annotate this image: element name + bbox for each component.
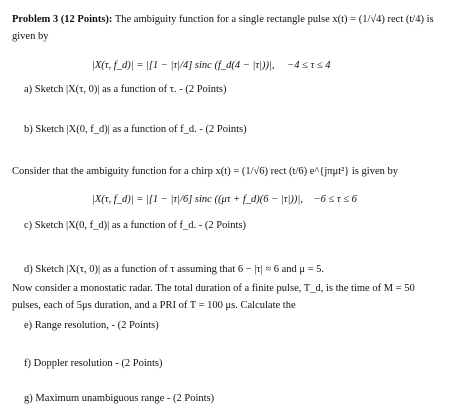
eq1-range: −4 ≤ τ ≤ 4 (287, 60, 331, 71)
part-d: d) Sketch |X(τ, 0)| as a function of τ assuming that 6 − |τ| ≈ 6 and μ = 5. (24, 264, 325, 275)
chirp-intro: Consider that the ambiguity function for a chirp x(t) = (1/√6) rect (t/6) e^{jπμt²} is given by (12, 166, 399, 177)
problem-header-line (12, 14, 434, 27)
eq2-rhs: |[1 − |τ|/6] sinc ((μτ + f_d)(6 − |τ|))|, (145, 194, 303, 205)
equation-2 (92, 194, 357, 207)
equation-1 (92, 60, 331, 73)
part-a: a) Sketch |X(τ, 0)| as a function of τ. - (2 Points) (24, 84, 227, 95)
eq2-range: −6 ≤ τ ≤ 6 (313, 194, 357, 205)
eq1-rhs: |[1 − |τ|/4] sinc (f_d(4 − |τ|))|, (145, 60, 275, 71)
radar-line-2: pulses, each of 5μs duration, and a PRI of T = 100 μs. Calculate the (12, 300, 296, 311)
eq2-lhs: |X(τ, f_d)| = (92, 194, 144, 205)
given-by-text: given by (12, 31, 49, 42)
part-g: g) Maximum unambiguous range - (2 Points) (24, 393, 215, 404)
part-f: f) Doppler resolution - (2 Points) (24, 358, 163, 369)
problem-title: Problem 3 (12 Points): (12, 14, 113, 25)
part-e: e) Range resolution, - (2 Points) (24, 320, 159, 331)
part-c: c) Sketch |X(0, f_d)| as a function of f_d. - (2 Points) (24, 220, 247, 231)
part-b: b) Sketch |X(0, f_d)| as a function of f_d. - (2 Points) (24, 124, 247, 135)
eq1-lhs: |X(τ, f_d)| = (92, 60, 144, 71)
problem-intro: The ambiguity function for a single rectangle pulse x(t) = (1/√4) rect (t/4) is (114, 14, 434, 25)
radar-line-1: Now consider a monostatic radar. The total duration of a finite pulse, T_d, is the time of M = 50 (12, 283, 415, 294)
